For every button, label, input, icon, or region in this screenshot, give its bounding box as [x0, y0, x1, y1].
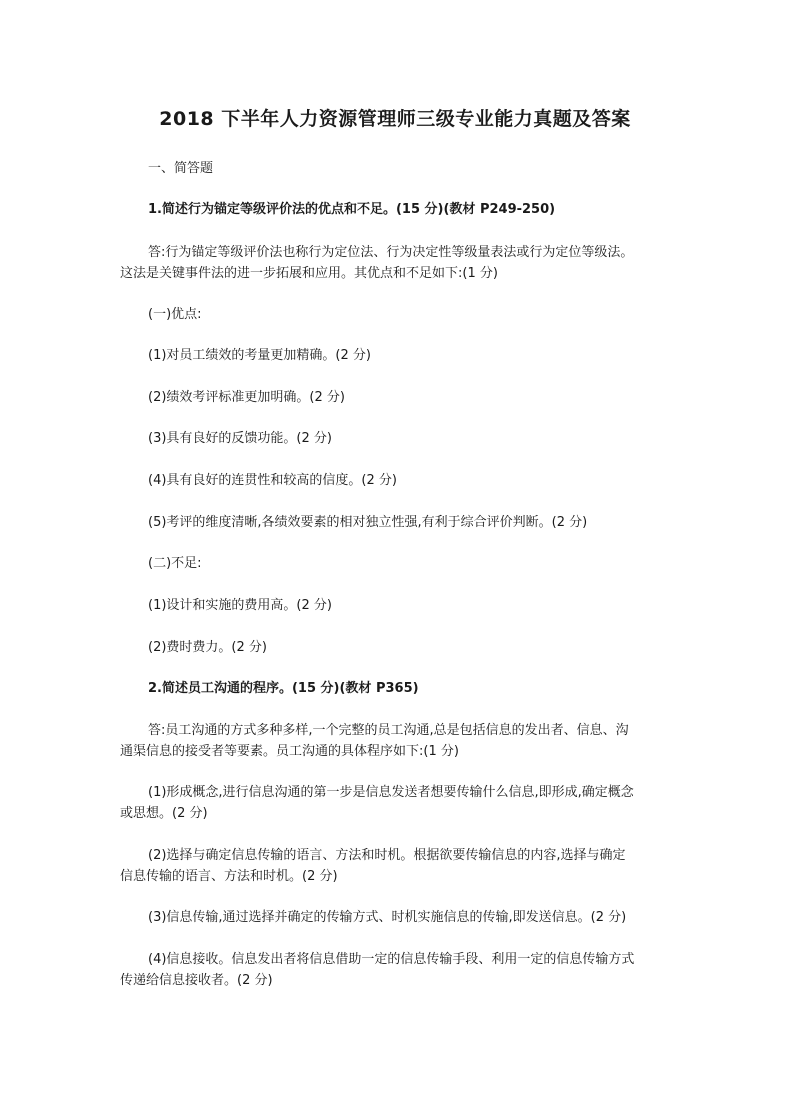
- step-line: (4)信息接收。信息发出者将信息借助一定的信息传输手段、利用一定的信息传输方式: [148, 952, 635, 967]
- step-line: (1)形成概念,进行信息沟通的第一步是信息发送者想要传输什么信息,即形成,确定概念: [148, 785, 634, 800]
- advantage-item: (4)具有良好的连贯性和较高的信度。(2 分): [148, 473, 397, 488]
- question-2: 2.简述员工沟通的程序。(15 分)(教材 P365): [148, 681, 419, 696]
- document-title: 2018 下半年人力资源管理师三级专业能力真题及答案: [159, 108, 631, 130]
- step-line: 信息传输的语言、方法和时机。(2 分): [120, 869, 338, 884]
- step-line: 或思想。(2 分): [120, 806, 208, 821]
- shortcoming-item: (2)费时费力。(2 分): [148, 640, 267, 655]
- shortcomings-heading: (二)不足:: [148, 556, 202, 571]
- step-line: (2)选择与确定信息传输的语言、方法和时机。根据欲要传输信息的内容,选择与确定: [148, 848, 626, 863]
- question-1: 1.简述行为锚定等级评价法的优点和不足。(15 分)(教材 P249-250): [148, 202, 556, 217]
- q1-answer-line-1: 答:行为锚定等级评价法也称行为定位法、行为决定性等级量表法或行为定位等级法。: [148, 245, 634, 260]
- q2-answer-line-1: 答:员工沟通的方式多种多样,一个完整的员工沟通,总是包括信息的发出者、信息、沟: [148, 723, 629, 738]
- advantage-item: (2)绩效考评标准更加明确。(2 分): [148, 390, 345, 405]
- advantage-item: (1)对员工绩效的考量更加精确。(2 分): [148, 348, 371, 363]
- q1-answer-line-2: 这法是关键事件法的进一步拓展和应用。其优点和不足如下:(1 分): [120, 266, 498, 281]
- q2-answer-line-2: 通渠信息的接受者等要素。员工沟通的具体程序如下:(1 分): [120, 744, 459, 759]
- shortcoming-item: (1)设计和实施的费用高。(2 分): [148, 598, 332, 613]
- advantage-item: (3)具有良好的反馈功能。(2 分): [148, 431, 332, 446]
- step-line: 传递给信息接收者。(2 分): [120, 973, 273, 988]
- section-heading: 一、简答题: [148, 161, 214, 176]
- advantages-heading: (一)优点:: [148, 307, 202, 322]
- advantage-item: (5)考评的维度清晰,各绩效要素的相对独立性强,有利于综合评价判断。(2 分): [148, 515, 588, 530]
- step-line: (3)信息传输,通过选择并确定的传输方式、时机实施信息的传输,即发送信息。(2 分): [148, 910, 627, 925]
